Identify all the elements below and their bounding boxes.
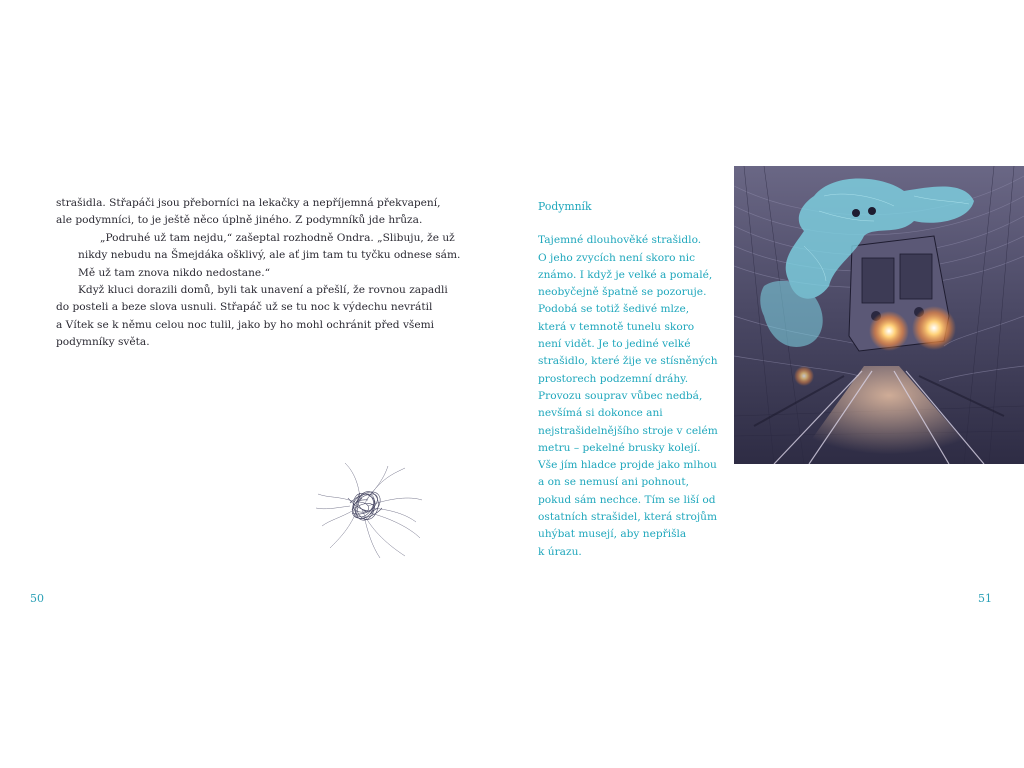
sidebar-body <box>538 232 738 561</box>
sidebar-line: známo. I když je velké a pomalé, <box>538 268 713 281</box>
sidebar-line: která v temnotě tunelu skoro <box>538 320 695 333</box>
story-text <box>56 195 461 352</box>
sidebar-line: O jeho zvycích není skoro nic <box>538 251 696 264</box>
sidebar-line: prostorech podzemní dráhy. <box>538 372 689 385</box>
sidebar-line: nevšímá si dokonce ani <box>538 407 663 420</box>
sidebar-line: strašidlo, které žije ve stísněných <box>538 355 718 368</box>
sidebar-title: Podymník <box>538 200 592 213</box>
text-line: strašidla. Střapáči jsou přeborníci na lekačky a nepříjemná překvapení, <box>56 197 441 209</box>
encyclopedia-sidebar <box>538 198 738 561</box>
tunnel-ghost-illustration <box>734 166 1024 464</box>
text-line: podymníky světa. <box>56 336 150 349</box>
text-line: do posteli a beze slova usnuli. Střapáč už se tu noc k výdechu nevrátil <box>56 301 433 314</box>
text-line: nikdy nebudu na Šmejdáka ošklivý, ale ať jim tam tu tyčku odnese sám. <box>78 249 461 262</box>
text-line: ale podymníci, to je ještě něco úplně jiného. Z podymníků jde hrůza. <box>56 214 423 227</box>
sidebar-line: Vše jím hladce projde jako mlhou <box>538 459 717 472</box>
sidebar-line: uhýbat musejí, aby nepřišla <box>538 528 687 541</box>
paragraph-2 <box>56 230 461 282</box>
right-page <box>512 0 1024 768</box>
sidebar-line: ostatních strašidel, která strojům <box>538 511 718 524</box>
sidebar-line: nejstrašidelnějšího stroje v celém <box>538 424 718 437</box>
sidebar-line: Podobá se totiž šedivé mlze, <box>538 303 690 316</box>
page-number: 50 <box>30 592 44 605</box>
sidebar-line: Tajemné dlouhověké strašidlo. <box>538 234 702 247</box>
text-line: Mě už tam znova nikdo nedostane.“ <box>78 266 270 279</box>
page-number: 51 <box>978 592 992 605</box>
sidebar-line: neobyčejně špatně se pozoruje. <box>538 286 707 299</box>
sidebar-line: k úrazu. <box>538 545 582 558</box>
text-line: Když kluci dorazili domů, byli tak unavení a přešlí, že rovnou zapadli <box>78 284 448 297</box>
sidebar-line: není vidět. Je to jediné velké <box>538 338 691 351</box>
sidebar-line: Provozu souprav vůbec nedbá, <box>538 389 703 402</box>
sidebar-line: a on se nemusí ani pohnout, <box>538 476 690 489</box>
paragraph-1 <box>56 195 441 230</box>
text-line: a Vítek se k němu celou noc tulil, jako by ho mohl ochránit před všemi <box>56 318 435 331</box>
sidebar-line: pokud sám nechce. Tím se liší od <box>538 493 716 506</box>
ink-scribble-illustration <box>310 458 430 564</box>
sidebar-line: metru – pekelné brusky kolejí. <box>538 441 701 454</box>
text-line: „Podruhé už tam nejdu,“ zašeptal rozhodně Ondra. „Slibuju, že už <box>100 231 455 244</box>
paragraph-3 <box>56 282 448 352</box>
